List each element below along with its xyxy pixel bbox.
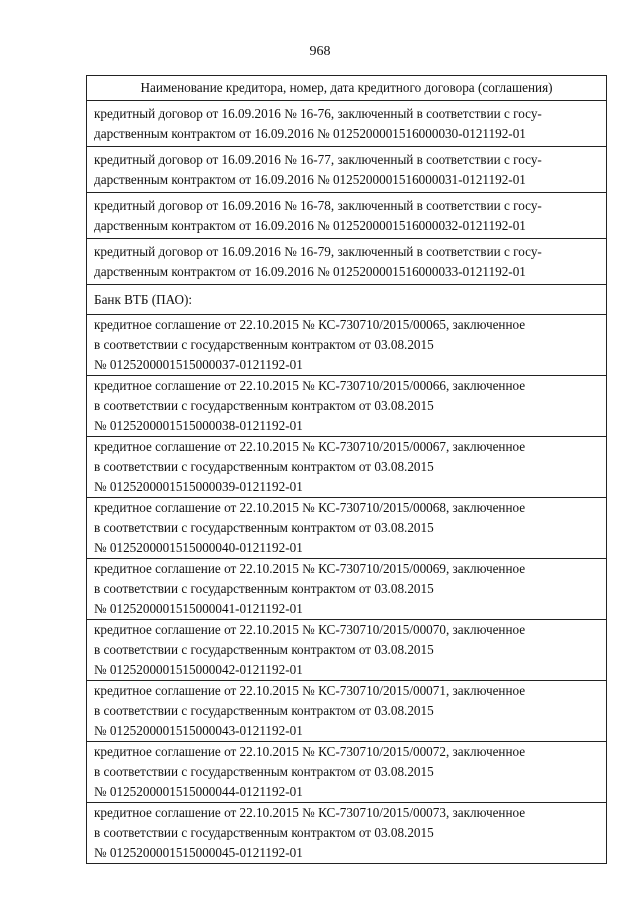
table-row (87, 147, 607, 193)
table-row (87, 376, 607, 437)
agreement-cell (87, 437, 607, 498)
table-row (87, 315, 607, 376)
cell-line: кредитное соглашение от 22.10.2015 № КС-730710/2015/00066, заключенное (94, 378, 526, 393)
cell-line: кредитное соглашение от 22.10.2015 № КС-730710/2015/00070, заключенное (94, 622, 526, 637)
agreement-cell (87, 376, 607, 437)
cell-line: № 0125200001515000042-0121192-01 (94, 662, 303, 677)
cell-line: кредитное соглашение от 22.10.2015 № КС-730710/2015/00073, заключенное (94, 805, 526, 820)
table-row (87, 742, 607, 803)
agreement-cell (87, 193, 607, 239)
cell-line: кредитное соглашение от 22.10.2015 № КС-730710/2015/00065, заключенное (94, 317, 526, 332)
cell-line: дарственным контрактом от 16.09.2016 № 0125200001516000031-0121192-01 (94, 171, 526, 187)
table-row (87, 193, 607, 239)
table-row (87, 239, 607, 285)
cell-line: в соответствии с государственным контрактом от 03.08.2015 (94, 520, 434, 535)
cell-line: в соответствии с государственным контрактом от 03.08.2015 (94, 398, 434, 413)
agreement-cell (87, 803, 607, 864)
table-row (87, 803, 607, 864)
creditor-table (86, 75, 607, 864)
cell-line: № 0125200001515000041-0121192-01 (94, 601, 303, 616)
agreement-cell (87, 742, 607, 803)
cell-line: кредитный договор от 16.09.2016 № 16-78, заключенный в соответствии с госу- (94, 197, 542, 213)
cell-line: № 0125200001515000038-0121192-01 (94, 418, 303, 433)
cell-line: кредитное соглашение от 22.10.2015 № КС-730710/2015/00067, заключенное (94, 439, 526, 454)
table-row (87, 101, 607, 147)
cell-line: в соответствии с государственным контрактом от 03.08.2015 (94, 764, 434, 779)
cell-line: кредитное соглашение от 22.10.2015 № КС-730710/2015/00072, заключенное (94, 744, 526, 759)
table-row (87, 620, 607, 681)
cell-line: в соответствии с государственным контрактом от 03.08.2015 (94, 703, 434, 718)
table-row (87, 437, 607, 498)
page-number: 968 (309, 44, 331, 59)
cell-line: кредитный договор от 16.09.2016 № 16-79, заключенный в соответствии с госу- (94, 243, 542, 259)
cell-line: кредитный договор от 16.09.2016 № 16-76, заключенный в соответствии с госу- (94, 105, 542, 121)
column-header: Наименование кредитора, номер, дата кредитного договора (соглашения) (87, 76, 607, 101)
bank-name: Банк ВТБ (ПАО): (94, 291, 193, 307)
cell-line: кредитное соглашение от 22.10.2015 № КС-730710/2015/00069, заключенное (94, 561, 526, 576)
bank-heading-row (87, 285, 607, 315)
cell-line: № 0125200001515000040-0121192-01 (94, 540, 303, 555)
cell-line: дарственным контрактом от 16.09.2016 № 0125200001516000033-0121192-01 (94, 263, 526, 279)
cell-line: дарственным контрактом от 16.09.2016 № 0125200001516000030-0121192-01 (94, 125, 526, 141)
agreement-cell (87, 620, 607, 681)
cell-line: в соответствии с государственным контрактом от 03.08.2015 (94, 337, 434, 352)
agreement-cell (87, 147, 607, 193)
cell-line: кредитное соглашение от 22.10.2015 № КС-730710/2015/00068, заключенное (94, 500, 526, 515)
agreement-cell (87, 498, 607, 559)
table-header-row (87, 76, 607, 101)
cell-line: в соответствии с государственным контрактом от 03.08.2015 (94, 581, 434, 596)
table-row (87, 559, 607, 620)
cell-line: кредитное соглашение от 22.10.2015 № КС-730710/2015/00071, заключенное (94, 683, 526, 698)
table-row (87, 498, 607, 559)
agreement-cell (87, 315, 607, 376)
table-row (87, 681, 607, 742)
bank-heading-cell (87, 285, 607, 315)
cell-line: № 0125200001515000037-0121192-01 (94, 357, 303, 372)
cell-line: в соответствии с государственным контрактом от 03.08.2015 (94, 642, 434, 657)
creditor-table-body (87, 76, 607, 864)
agreement-cell (87, 239, 607, 285)
cell-line: № 0125200001515000043-0121192-01 (94, 723, 303, 738)
agreement-cell (87, 681, 607, 742)
cell-line: № 0125200001515000039-0121192-01 (94, 479, 303, 494)
cell-line: № 0125200001515000045-0121192-01 (94, 845, 303, 860)
cell-line: дарственным контрактом от 16.09.2016 № 0125200001516000032-0121192-01 (94, 217, 526, 233)
agreement-cell (87, 559, 607, 620)
cell-line: в соответствии с государственным контрактом от 03.08.2015 (94, 459, 434, 474)
agreement-cell (87, 101, 607, 147)
cell-line: № 0125200001515000044-0121192-01 (94, 784, 303, 799)
cell-line: в соответствии с государственным контрактом от 03.08.2015 (94, 825, 434, 840)
cell-line: кредитный договор от 16.09.2016 № 16-77, заключенный в соответствии с госу- (94, 151, 542, 167)
